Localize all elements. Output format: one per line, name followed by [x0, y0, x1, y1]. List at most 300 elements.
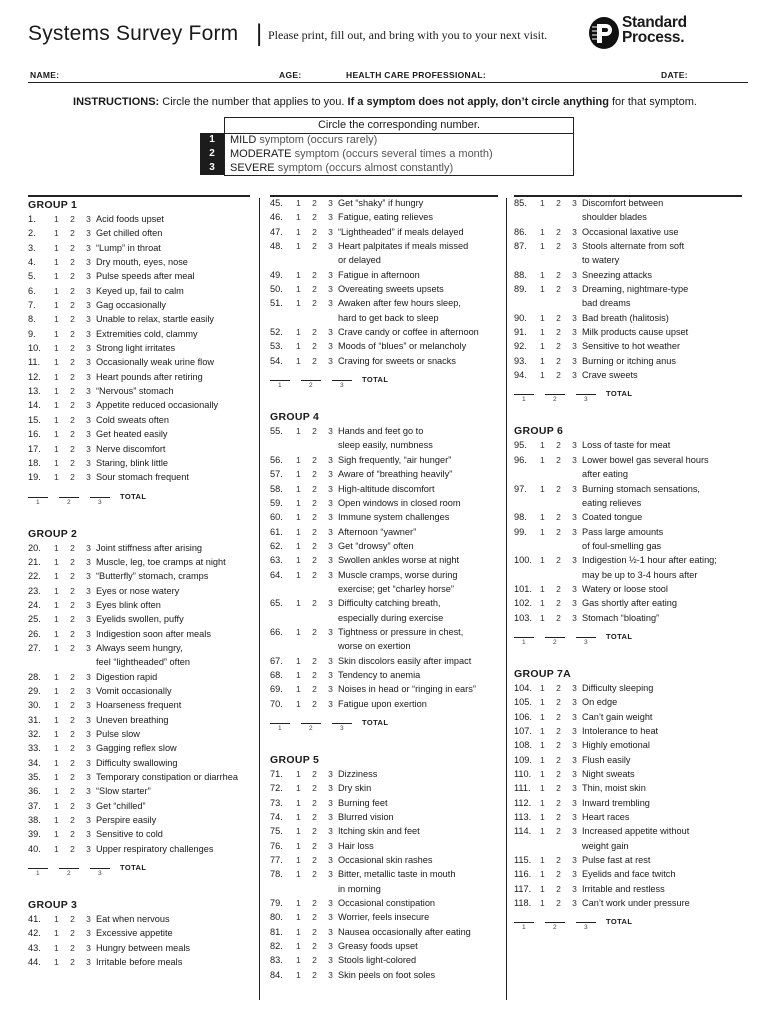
survey-question: [514, 482, 748, 496]
question-continuation: [514, 568, 748, 582]
total-blank[interactable]: [90, 497, 110, 498]
severity-scale[interactable]: 1 2 3: [296, 926, 338, 937]
severity-scale[interactable]: 1 2 3: [54, 914, 96, 925]
brand-logo: [588, 15, 748, 55]
severity-scale[interactable]: 1 2 3: [54, 786, 96, 797]
severity-scale[interactable]: 1 2 3: [296, 241, 338, 252]
survey-question: [28, 269, 258, 283]
question-number: 89.: [514, 284, 527, 295]
severity-scale[interactable]: 1 2 3: [54, 371, 96, 382]
severity-scale[interactable]: 1 2 3: [540, 598, 582, 609]
question-number: 14.: [28, 400, 41, 411]
total-blank[interactable]: [545, 637, 565, 638]
question-continuation: [270, 882, 504, 896]
question-text: Occasional skin rashes: [338, 855, 433, 866]
severity-scale[interactable]: 1 2 3: [54, 271, 96, 282]
severity-scale[interactable]: 1 2 3: [540, 483, 582, 494]
question-text: On edge: [582, 697, 618, 708]
total-blank[interactable]: [28, 868, 48, 869]
severity-scale[interactable]: 1 2 3: [54, 928, 96, 939]
severity-scale[interactable]: 1 2 3: [54, 800, 96, 811]
logo-mark-icon: [588, 15, 622, 51]
form-title: Systems Survey Form: [28, 22, 239, 45]
severity-scale[interactable]: 1 2 3: [54, 400, 96, 411]
title-separator: |: [256, 20, 263, 47]
severity-scale[interactable]: 1 2 3: [54, 628, 96, 639]
question-text: Intolerance to heat: [582, 725, 659, 736]
severity-scale[interactable]: 1 2 3: [540, 769, 582, 779]
severity-scale[interactable]: 1 2 3: [296, 284, 338, 295]
severity-scale[interactable]: 1 2 3: [540, 526, 582, 537]
severity-scale[interactable]: 1 2 3: [296, 626, 338, 637]
survey-question: [514, 738, 748, 752]
total-label: TOTAL: [120, 863, 147, 873]
severity-scale[interactable]: 1 2 3: [540, 241, 582, 252]
question-continuation: [514, 210, 748, 224]
severity-scale[interactable]: 1 2 3: [54, 414, 96, 425]
severity-scale[interactable]: 1 2 3: [54, 314, 96, 325]
severity-scale[interactable]: 1 2 3: [54, 599, 96, 610]
question-number: 38.: [28, 815, 41, 826]
severity-scale[interactable]: 1 2 3: [540, 512, 582, 523]
total-blank[interactable]: [576, 922, 596, 923]
severity-scale[interactable]: 1 2 3: [296, 783, 338, 794]
question-text: Pulse slow: [96, 729, 140, 739]
total-blank[interactable]: [514, 394, 534, 395]
total-blank[interactable]: [576, 637, 596, 638]
survey-question: [28, 598, 258, 612]
severity-scale[interactable]: 1 2 3: [54, 357, 96, 368]
group-total: [270, 711, 504, 741]
question-text-cont: in morning: [338, 883, 381, 894]
severity-scale[interactable]: 1 2 3: [54, 542, 96, 553]
question-number: 106.: [514, 711, 532, 722]
severity-scale[interactable]: 1 2 3: [296, 684, 338, 695]
severity-scale[interactable]: 1 2 3: [540, 883, 582, 894]
severity-scale[interactable]: 1 2 3: [296, 912, 338, 923]
group-total: [514, 625, 748, 655]
severity-scale[interactable]: 1 2 3: [540, 612, 582, 623]
severity-scale[interactable]: 1 2 3: [296, 483, 338, 494]
survey-question: [514, 196, 748, 210]
question-text: Get “chilled”: [96, 800, 146, 811]
severity-scale[interactable]: 1 2 3: [54, 585, 96, 596]
group-heading: GROUP 3: [28, 899, 78, 912]
survey-question: [28, 541, 258, 555]
severity-scale[interactable]: 1 2 3: [540, 725, 582, 736]
severity-scale[interactable]: 1 2 3: [296, 941, 338, 952]
total-column-label: 2: [553, 638, 557, 646]
total-blank[interactable]: [332, 380, 352, 381]
severity-scale[interactable]: 1 2 3: [296, 812, 338, 823]
severity-scale[interactable]: 1 2 3: [296, 469, 338, 480]
severity-scale[interactable]: 1 2 3: [54, 642, 96, 653]
severity-scale[interactable]: 1 2 3: [296, 655, 338, 666]
question-text: Aware of “breathing heavily”: [338, 469, 453, 480]
question-number: 58.: [270, 483, 283, 494]
question-text: Joint stiffness after arising: [96, 542, 203, 553]
severity-scale[interactable]: 1 2 3: [54, 671, 96, 682]
question-text: Moods of “blues” or melancholy: [338, 341, 467, 352]
severity-scale[interactable]: 1 2 3: [54, 214, 96, 224]
severity-scale[interactable]: 1 2 3: [54, 571, 96, 582]
question-number: 7.: [28, 300, 36, 311]
question-number: 93.: [514, 355, 527, 366]
question-number: 74.: [270, 812, 283, 823]
question-number: 54.: [270, 355, 283, 366]
survey-question: [270, 467, 504, 481]
question-text: Strong light irritates: [96, 343, 176, 354]
severity-scale[interactable]: 1 2 3: [540, 341, 582, 352]
severity-scale[interactable]: 1 2 3: [54, 757, 96, 768]
severity-scale[interactable]: 1 2 3: [540, 440, 582, 451]
question-number: 17.: [28, 443, 41, 454]
severity-scale[interactable]: 1 2 3: [296, 497, 338, 508]
severity-scale[interactable]: 1 2 3: [296, 826, 338, 837]
survey-question: [514, 781, 748, 795]
legend-desc: symptom (occurs almost constantly): [274, 162, 454, 174]
severity-scale[interactable]: 1 2 3: [296, 698, 338, 709]
severity-scale[interactable]: 1 2 3: [540, 269, 582, 280]
survey-question: [270, 654, 504, 668]
survey-question: [270, 325, 504, 339]
severity-scale[interactable]: 1 2 3: [296, 298, 338, 309]
severity-scale[interactable]: 1 2 3: [540, 682, 582, 693]
severity-scale[interactable]: 1 2 3: [54, 614, 96, 625]
question-text-cont: especially during exercise: [338, 612, 444, 623]
question-number: 100.: [514, 555, 532, 566]
survey-question: [514, 611, 748, 625]
total-blank[interactable]: [59, 497, 79, 498]
question-number: 31.: [28, 714, 41, 725]
column-1: [28, 196, 258, 969]
total-column-label: 3: [584, 638, 588, 646]
survey-question: [28, 370, 258, 384]
total-blank[interactable]: [270, 723, 290, 724]
question-number: 18.: [28, 457, 41, 468]
survey-question: [270, 496, 504, 510]
total-label: TOTAL: [362, 718, 389, 727]
severity-scale[interactable]: 1 2 3: [54, 457, 96, 468]
severity-scale[interactable]: 1 2 3: [540, 740, 582, 751]
severity-scale[interactable]: 1 2 3: [54, 942, 96, 953]
question-text: Thin, moist skin: [582, 783, 646, 794]
severity-scale[interactable]: 1 2 3: [54, 257, 96, 268]
severity-scale[interactable]: 1 2 3: [54, 743, 96, 754]
name-field[interactable]: NAME:: [30, 70, 60, 80]
severity-scale[interactable]: 1 2 3: [54, 685, 96, 696]
severity-scale[interactable]: 1 2 3: [54, 957, 96, 968]
severity-scale[interactable]: 1 2 3: [54, 443, 96, 454]
severity-scale[interactable]: 1 2 3: [540, 783, 582, 794]
total-blank[interactable]: [59, 868, 79, 869]
survey-question: [514, 882, 748, 896]
question-number: 52.: [270, 327, 283, 338]
severity-scale[interactable]: 1 2 3: [540, 898, 582, 909]
severity-scale[interactable]: 1 2 3: [54, 386, 96, 397]
severity-scale[interactable]: 1 2 3: [54, 228, 96, 239]
severity-scale[interactable]: 1 2 3: [540, 754, 582, 765]
question-continuation: [270, 639, 504, 653]
question-text: Eyes or nose watery: [96, 585, 180, 596]
severity-scale[interactable]: 1 2 3: [296, 955, 338, 966]
survey-question: [270, 968, 504, 982]
question-number: 22.: [28, 571, 41, 582]
question-number: 103.: [514, 612, 532, 623]
severity-scale[interactable]: 1 2 3: [54, 829, 96, 840]
question-continuation: [270, 611, 504, 625]
survey-question: [270, 810, 504, 824]
question-number: 10.: [28, 343, 41, 354]
severity-scale[interactable]: 1 2 3: [296, 540, 338, 551]
severity-scale[interactable]: 1 2 3: [54, 815, 96, 826]
severity-scale[interactable]: 1 2 3: [540, 711, 582, 722]
question-number: 84.: [270, 969, 283, 980]
total-blank[interactable]: [28, 497, 48, 498]
question-text-cont: may be up to 3-4 hours after: [582, 569, 698, 580]
severity-scale[interactable]: 1 2 3: [296, 797, 338, 808]
question-number: 91.: [514, 327, 527, 338]
total-blank[interactable]: [270, 380, 290, 381]
total-column-label: 1: [522, 924, 526, 932]
age-field[interactable]: AGE:: [279, 70, 302, 80]
survey-question: [514, 311, 748, 325]
severity-scale[interactable]: 1 2 3: [540, 855, 582, 866]
question-text: Difficulty swallowing: [96, 757, 178, 768]
severity-scale[interactable]: 1 2 3: [540, 812, 582, 823]
severity-scale[interactable]: 1 2 3: [54, 343, 96, 354]
question-text: Dry skin: [338, 783, 372, 794]
severity-scale[interactable]: 1 2 3: [540, 284, 582, 295]
survey-question: [514, 553, 748, 567]
total-blank[interactable]: [576, 394, 596, 395]
question-number: 80.: [270, 912, 283, 923]
question-number: 8.: [28, 314, 36, 325]
question-continuation: [514, 467, 748, 481]
total-column-label: 1: [522, 638, 526, 646]
survey-question: [28, 226, 258, 240]
total-blank[interactable]: [301, 723, 321, 724]
survey-question: [28, 341, 258, 355]
severity-scale[interactable]: 1 2 3: [54, 556, 96, 567]
question-number: 108.: [514, 740, 532, 751]
professional-field[interactable]: HEALTH CARE PROFESSIONAL:: [346, 70, 487, 80]
total-column-label: 3: [584, 396, 588, 404]
total-blank[interactable]: [332, 723, 352, 724]
question-number: 77.: [270, 855, 283, 866]
severity-scale[interactable]: 1 2 3: [296, 840, 338, 851]
question-text: Itching skin and feet: [338, 826, 420, 837]
group-heading: GROUP 2: [28, 527, 78, 540]
total-blank[interactable]: [514, 637, 534, 638]
total-column-label: 2: [553, 924, 557, 932]
question-text: Staring, blink little: [96, 457, 169, 468]
severity-scale[interactable]: 1 2 3: [540, 312, 582, 323]
question-text: Bitter, metallic taste in mouth: [338, 869, 456, 880]
question-number: 30.: [28, 700, 41, 711]
severity-scale[interactable]: 1 2 3: [540, 198, 582, 208]
severity-scale[interactable]: 1 2 3: [296, 226, 338, 237]
severity-scale[interactable]: 1 2 3: [54, 729, 96, 739]
severity-scale[interactable]: 1 2 3: [54, 242, 96, 253]
total-blank[interactable]: [301, 380, 321, 381]
question-continuation: [514, 296, 748, 310]
question-number: 26.: [28, 628, 41, 639]
severity-scale[interactable]: 1 2 3: [296, 198, 338, 208]
severity-scale[interactable]: 1 2 3: [296, 669, 338, 680]
severity-scale[interactable]: 1 2 3: [54, 429, 96, 440]
severity-scale[interactable]: 1 2 3: [540, 370, 582, 381]
survey-question: [28, 741, 258, 755]
total-column-label: 1: [278, 382, 282, 390]
question-text: Blurred vision: [338, 812, 394, 823]
question-number: 16.: [28, 429, 41, 440]
question-text: Skin discolors easily after impact: [338, 655, 472, 666]
severity-scale[interactable]: 1 2 3: [54, 700, 96, 711]
severity-scale[interactable]: 1 2 3: [540, 697, 582, 708]
severity-scale[interactable]: 1 2 3: [296, 269, 338, 280]
question-text: Gag occasionally: [96, 300, 166, 311]
question-text: Eyelids and face twitch: [582, 869, 676, 880]
total-blank[interactable]: [90, 868, 110, 869]
severity-scale[interactable]: 1 2 3: [540, 454, 582, 465]
question-number: 13.: [28, 386, 41, 397]
severity-scale[interactable]: 1 2 3: [296, 341, 338, 352]
question-number: 12.: [28, 371, 41, 382]
date-field[interactable]: DATE:: [661, 70, 688, 80]
severity-scale[interactable]: 1 2 3: [54, 300, 96, 311]
legend-desc: symptom (occurs several times a month): [291, 148, 493, 160]
question-number: 70.: [270, 698, 283, 709]
severity-scale[interactable]: 1 2 3: [296, 454, 338, 465]
group-total: [514, 382, 748, 412]
severity-scale[interactable]: 1 2 3: [296, 355, 338, 366]
survey-question: [514, 896, 748, 910]
group-total: [28, 856, 258, 886]
question-number: 45.: [270, 198, 283, 208]
question-number: 1.: [28, 214, 36, 224]
question-text: Appetite reduced occasionally: [96, 400, 219, 411]
severity-scale[interactable]: 1 2 3: [296, 212, 338, 223]
question-text-cont: of foul-smelling gas: [582, 540, 662, 551]
survey-question: [270, 767, 504, 781]
survey-question: [28, 212, 258, 226]
severity-scale[interactable]: 1 2 3: [540, 826, 582, 837]
total-column-label: 1: [36, 870, 40, 878]
severity-scale[interactable]: 1 2 3: [540, 226, 582, 237]
severity-scale[interactable]: 1 2 3: [296, 327, 338, 338]
question-text: Crave sweets: [582, 370, 638, 381]
question-number: 46.: [270, 212, 283, 223]
survey-question: [514, 753, 748, 767]
survey-question: [514, 368, 748, 382]
severity-scale[interactable]: 1 2 3: [296, 569, 338, 580]
question-number: 6.: [28, 285, 36, 296]
question-number: 29.: [28, 685, 41, 696]
severity-scale[interactable]: 1 2 3: [54, 772, 96, 783]
severity-scale[interactable]: 1 2 3: [296, 969, 338, 980]
severity-scale[interactable]: 1 2 3: [54, 714, 96, 725]
question-number: 56.: [270, 454, 283, 465]
severity-scale[interactable]: 1 2 3: [540, 583, 582, 594]
survey-question: [28, 584, 258, 598]
legend-number: 3: [200, 161, 224, 175]
severity-scale[interactable]: 1 2 3: [540, 869, 582, 880]
question-text: Get “shaky” if hungry: [338, 198, 424, 208]
question-number: 76.: [270, 840, 283, 851]
instructions: [0, 96, 770, 108]
question-number: 9.: [28, 328, 36, 339]
question-text: Skin peels on foot soles: [338, 969, 436, 980]
logo-wordmark: [622, 15, 687, 45]
total-blank[interactable]: [514, 922, 534, 923]
question-text: Immune system challenges: [338, 512, 450, 523]
survey-question: [28, 413, 258, 427]
question-text: “Lightheaded” if meals delayed: [338, 226, 464, 237]
instructions-label: INSTRUCTIONS:: [73, 96, 160, 108]
question-text: Pulse fast at rest: [582, 855, 651, 866]
severity-scale[interactable]: 1 2 3: [296, 769, 338, 779]
total-column-label: 2: [67, 498, 71, 506]
question-number: 117.: [514, 883, 532, 894]
severity-scale[interactable]: 1 2 3: [54, 472, 96, 483]
severity-scale[interactable]: 1 2 3: [540, 797, 582, 808]
survey-question: [28, 941, 258, 955]
question-number: 81.: [270, 926, 283, 937]
severity-scale[interactable]: 1 2 3: [296, 512, 338, 523]
survey-question: [514, 453, 748, 467]
total-blank[interactable]: [545, 922, 565, 923]
question-text: Indigestion ½-1 hour after eating;: [582, 555, 717, 566]
question-number: 88.: [514, 269, 527, 280]
question-number: 60.: [270, 512, 283, 523]
severity-scale[interactable]: 1 2 3: [296, 426, 338, 437]
question-number: 75.: [270, 826, 283, 837]
group-spacer: [28, 886, 258, 896]
question-number: 50.: [270, 284, 283, 295]
question-number: 23.: [28, 585, 41, 596]
question-text: Indigestion soon after meals: [96, 628, 211, 639]
question-text: Sigh frequently, “air hunger”: [338, 454, 452, 465]
severity-scale[interactable]: 1 2 3: [54, 285, 96, 296]
question-text-cont: weight gain: [582, 840, 629, 851]
survey-question: [270, 482, 504, 496]
severity-scale[interactable]: 1 2 3: [54, 328, 96, 339]
total-blank[interactable]: [545, 394, 565, 395]
column-2: [270, 196, 504, 982]
severity-scale[interactable]: 1 2 3: [54, 843, 96, 854]
severity-scale[interactable]: 1 2 3: [540, 327, 582, 338]
legend-number: 1: [200, 133, 224, 147]
question-number: 68.: [270, 669, 283, 680]
question-text: Nerve discomfort: [96, 443, 166, 454]
severity-scale[interactable]: 1 2 3: [296, 898, 338, 909]
group-heading: GROUP 1: [28, 199, 78, 211]
severity-scale[interactable]: 1 2 3: [540, 555, 582, 566]
question-number: 25.: [28, 614, 41, 625]
severity-scale[interactable]: 1 2 3: [296, 855, 338, 866]
total-label: TOTAL: [606, 631, 633, 641]
severity-scale[interactable]: 1 2 3: [296, 555, 338, 566]
question-text: Burning stomach sensations,: [582, 483, 700, 494]
severity-scale[interactable]: 1 2 3: [296, 598, 338, 609]
question-text: Excessive appetite: [96, 928, 173, 939]
severity-scale[interactable]: 1 2 3: [540, 355, 582, 366]
question-text: Dreaming, nightmare-type: [582, 284, 689, 295]
severity-scale[interactable]: 1 2 3: [296, 869, 338, 880]
severity-scale[interactable]: 1 2 3: [296, 526, 338, 537]
survey-question: [270, 839, 504, 853]
